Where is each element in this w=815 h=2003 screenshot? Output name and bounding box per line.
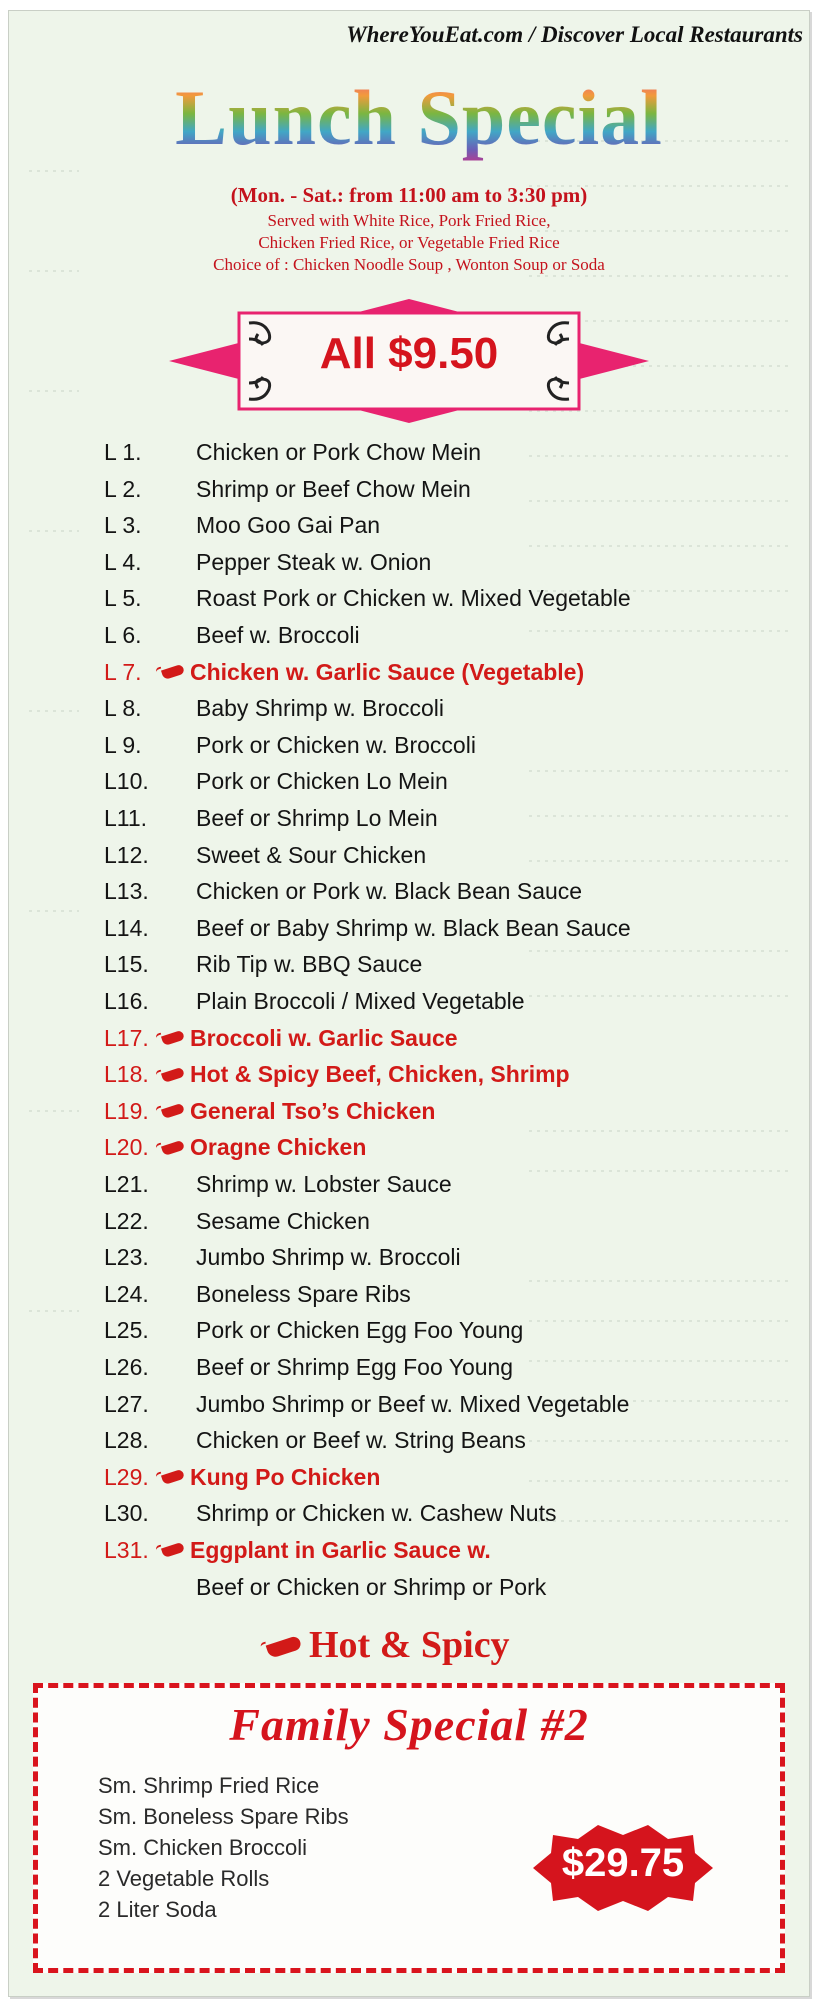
menu-item-text: Chicken or Pork w. Black Bean Sauce: [196, 878, 583, 905]
menu-item-code: L 3.: [104, 512, 142, 539]
menu-item-text: Shrimp or Beef Chow Mein: [196, 475, 471, 502]
menu-item-code: L15.: [104, 951, 149, 978]
menu-item-code: L28.: [104, 1427, 149, 1454]
site-watermark: WhereYouEat.com / Discover Local Restaurants: [346, 22, 803, 47]
menu-item-name: [162, 1129, 366, 1165]
menu-item-name: [196, 946, 422, 982]
menu-item-code: L25.: [104, 1317, 149, 1344]
menu-item-text: Eggplant in Garlic Sauce w.: [190, 1537, 491, 1563]
menu-item-text: Beef or Shrimp Lo Mein: [196, 805, 438, 831]
menu-item-name: [196, 763, 448, 799]
menu-item-text: Kung Po Chicken: [190, 1463, 381, 1490]
menu-item-name: [196, 471, 471, 507]
menu-item-text: Roast Pork or Chicken w. Mixed Vegetable: [196, 585, 631, 612]
menu-item-name: [196, 1239, 461, 1275]
menu-item-name: [196, 1312, 523, 1348]
menu-item-code: L 8.: [104, 695, 142, 722]
menu-item-name: [162, 654, 584, 690]
menu-item-text: Boneless Spare Ribs: [196, 1280, 411, 1307]
chili-pepper-icon: [161, 1469, 185, 1485]
menu-item-text: Chicken w. Garlic Sauce (Vegetable): [190, 658, 585, 685]
menu-item-text: Beef or Baby Shrimp w. Black Bean Sauce: [196, 914, 631, 941]
menu-item-code: L24.: [104, 1280, 149, 1307]
menu-item-name: [196, 873, 582, 909]
menu-item-text: Shrimp or Chicken w. Cashew Nuts: [196, 1500, 557, 1527]
menu-item-name: [196, 434, 481, 470]
menu-item-code: L17.: [104, 1024, 149, 1051]
family-price-badge: [523, 1823, 723, 1913]
chili-pepper-icon: [161, 1030, 185, 1046]
menu-item-text: Baby Shrimp w. Broccoli: [196, 695, 444, 722]
family-item: 2 Liter Soda: [98, 1897, 217, 1922]
menu-item-code: L 2.: [104, 475, 142, 502]
menu-item-name: [196, 727, 476, 763]
menu-item-text: Sweet & Sour Chicken: [196, 841, 427, 868]
menu-item-code: L21.: [104, 1171, 149, 1197]
price-all-label: All $9.50: [319, 329, 499, 378]
menu-item-name: [196, 1495, 556, 1531]
menu-item-text: Pork or Chicken Lo Mein: [196, 768, 448, 795]
menu-item-name: [196, 617, 360, 653]
menu-item-text: Beef or Shrimp Egg Foo Young: [196, 1354, 514, 1380]
menu-item-text: Hot & Spicy Beef, Chicken, Shrimp: [190, 1061, 570, 1088]
menu-item-text: Shrimp w. Lobster Sauce: [196, 1171, 452, 1197]
chili-pepper-icon: [161, 1066, 185, 1082]
menu-item-code: L27.: [104, 1390, 149, 1417]
menu-item-text: Pepper Steak w. Onion: [196, 548, 432, 575]
menu-item-code: L 6.: [104, 622, 142, 648]
menu-item-name: [162, 1532, 491, 1568]
menu-item-text: Jumbo Shrimp w. Broccoli: [196, 1244, 461, 1271]
family-special-title: Family Special #2: [229, 1699, 589, 1750]
menu-item-name: [196, 1422, 526, 1458]
menu-item-code: L 4.: [104, 548, 142, 575]
rice-options-line: Chicken Fried Rice, or Vegetable Fried Rice: [258, 233, 560, 252]
menu-item-text: Chicken or Beef w. String Beans: [196, 1427, 526, 1454]
menu-item-code: L31.: [104, 1537, 149, 1563]
chili-pepper-icon: [161, 1140, 185, 1156]
menu-item-text: Beef or Chicken or Shrimp or Pork: [196, 1573, 547, 1600]
menu-item-name: [196, 983, 525, 1019]
menu-item-name: [196, 1569, 546, 1605]
menu-item-name: [196, 690, 444, 726]
hot-spicy-legend: [267, 1623, 510, 1667]
menu-item-code: L23.: [104, 1244, 149, 1271]
menu-item-name: [196, 800, 438, 836]
menu-item-code: L19.: [104, 1097, 149, 1124]
family-price: $29.75: [561, 1841, 685, 1885]
served-with-line: Served with White Rice, Pork Fried Rice,: [267, 211, 551, 230]
menu-item-text: Pork or Chicken Egg Foo Young: [196, 1317, 524, 1344]
menu-item-code: L 5.: [104, 585, 142, 612]
family-item: Sm. Boneless Spare Ribs: [98, 1804, 349, 1829]
menu-item-code: L20.: [104, 1134, 149, 1161]
menu-item-text: Chicken or Pork Chow Mein: [196, 439, 482, 465]
menu-page: [8, 10, 810, 1997]
menu-item-name: [196, 1349, 513, 1385]
menu-item-text: Jumbo Shrimp or Beef w. Mixed Vegetable: [196, 1390, 630, 1417]
menu-item-text: Beef w. Broccoli: [196, 622, 360, 648]
menu-item-text: Moo Goo Gai Pan: [196, 512, 381, 539]
menu-item-text: General Tso’s Chicken: [190, 1097, 436, 1124]
family-item: Sm. Chicken Broccoli: [98, 1835, 308, 1860]
soup-choice-line: Choice of : Chicken Noodle Soup , Wonton Soup or Soda: [213, 255, 605, 274]
menu-item-name: [162, 1020, 458, 1056]
menu-item-code: L11.: [104, 805, 148, 831]
chili-pepper-icon: [161, 1103, 185, 1119]
legend-label: Hot & Spicy: [309, 1624, 510, 1666]
menu-item-text: Sesame Chicken: [196, 1207, 370, 1234]
menu-item-name: [196, 1276, 411, 1312]
menu-item-name: [162, 1459, 380, 1495]
family-item: 2 Vegetable Rolls: [98, 1866, 270, 1891]
menu-item-name: [196, 544, 431, 580]
menu-item-name: [196, 1203, 370, 1239]
menu-item-text: Broccoli w. Garlic Sauce: [190, 1024, 458, 1051]
family-item: Sm. Shrimp Fried Rice: [98, 1773, 320, 1798]
menu-item-name: [196, 507, 380, 543]
menu-item-text: Plain Broccoli / Mixed Vegetable: [196, 988, 525, 1014]
menu-item-name: [196, 910, 631, 946]
menu-item-name: [196, 1386, 629, 1422]
menu-item-code: L22.: [104, 1207, 149, 1234]
family-special-box: [33, 1683, 785, 1973]
menu-item-name: [162, 1056, 570, 1092]
menu-item-name: [162, 1093, 435, 1129]
menu-item-name: [196, 580, 631, 616]
menu-item-text: Rib Tip w. BBQ Sauce: [196, 951, 423, 978]
chili-pepper-icon: [266, 1635, 303, 1659]
menu-item-name: [196, 1166, 452, 1202]
chili-pepper-icon: [161, 664, 185, 680]
menu-item-code: L13.: [104, 878, 149, 905]
menu-item-code: L29.: [104, 1463, 149, 1490]
menu-item-code: L26.: [104, 1354, 149, 1380]
hours-line: (Mon. - Sat.: from 11:00 am to 3:30 pm): [230, 183, 588, 207]
menu-item-code: L 7.: [104, 658, 142, 685]
menu-item-code: L 1.: [104, 439, 142, 465]
menu-item-name: [196, 837, 426, 873]
menu-item-code: L30.: [104, 1500, 149, 1527]
menu-item-code: L16.: [104, 988, 149, 1014]
menu-item-code: L 9.: [104, 731, 142, 758]
menu-item-code: L14.: [104, 914, 149, 941]
chili-pepper-icon: [161, 1542, 185, 1558]
menu-item-code: L10.: [104, 768, 149, 795]
menu-item-code: L18.: [104, 1061, 149, 1088]
menu-item-text: Pork or Chicken w. Broccoli: [196, 731, 476, 758]
page-title: Lunch Special: [89, 73, 749, 163]
price-banner: [169, 299, 649, 423]
menu-item-code: L12.: [104, 841, 149, 868]
menu-item-text: Oragne Chicken: [190, 1134, 367, 1161]
